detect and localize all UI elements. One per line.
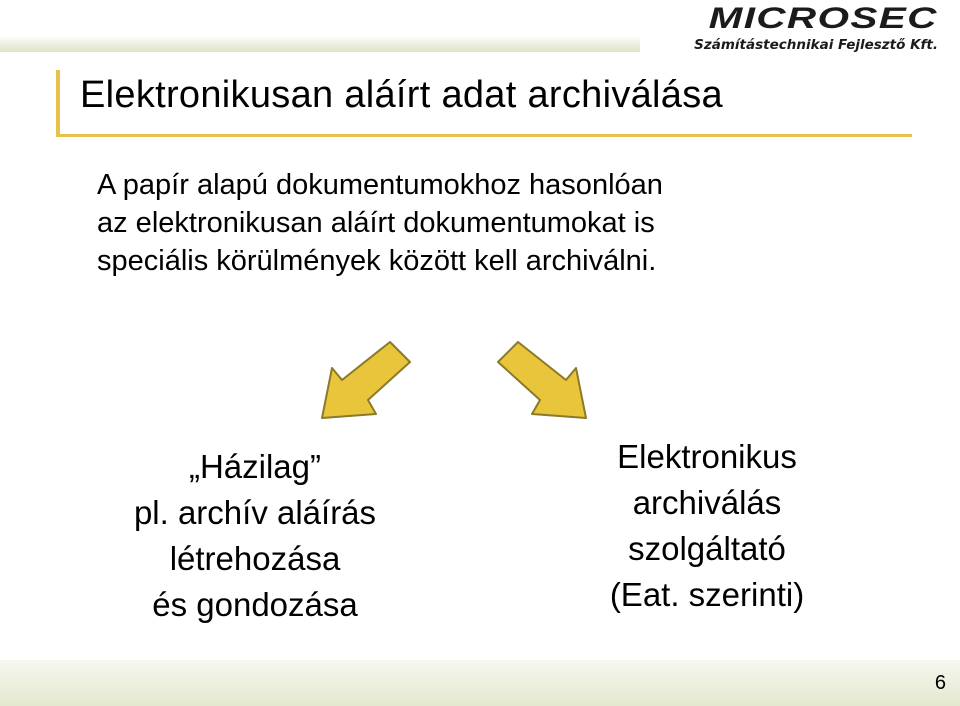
option-line: szolgáltató — [628, 530, 786, 567]
intro-line: az elektronikusan aláírt dokumentumokat is — [97, 207, 655, 239]
intro-paragraph — [97, 166, 917, 280]
option-line: pl. archív aláírás — [133, 494, 377, 531]
intro-line: speciális körülmények között kell archiválni. — [97, 245, 657, 277]
header-gradient-band — [0, 36, 640, 52]
title-underline — [56, 134, 912, 137]
logo-tagline: Számítástechnikai Fejlesztő Kft. — [694, 37, 938, 53]
company-logo — [678, 2, 938, 54]
option-line: Elektronikus — [617, 438, 797, 475]
diy-archiving-option — [110, 444, 400, 628]
arrow-down-right-icon — [494, 338, 590, 422]
slide-title: Elektronikusan aláírt adat archiválása — [80, 74, 723, 116]
intro-line: A papír alapú dokumentumokhoz hasonlóan — [97, 169, 663, 201]
option-line: „Házilag” — [188, 448, 322, 485]
footer-band — [0, 660, 960, 706]
service-provider-option — [572, 434, 842, 618]
logo-wordmark: MICROSEC — [708, 2, 938, 35]
arrow-down-left-icon — [318, 338, 414, 422]
page-number: 6 — [934, 672, 946, 694]
option-line: (Eat. szerinti) — [609, 576, 805, 613]
option-line: archiválás — [632, 484, 782, 521]
title-accent-bar — [56, 70, 60, 136]
option-line: létrehozása — [169, 540, 341, 577]
option-line: és gondozása — [152, 586, 358, 623]
